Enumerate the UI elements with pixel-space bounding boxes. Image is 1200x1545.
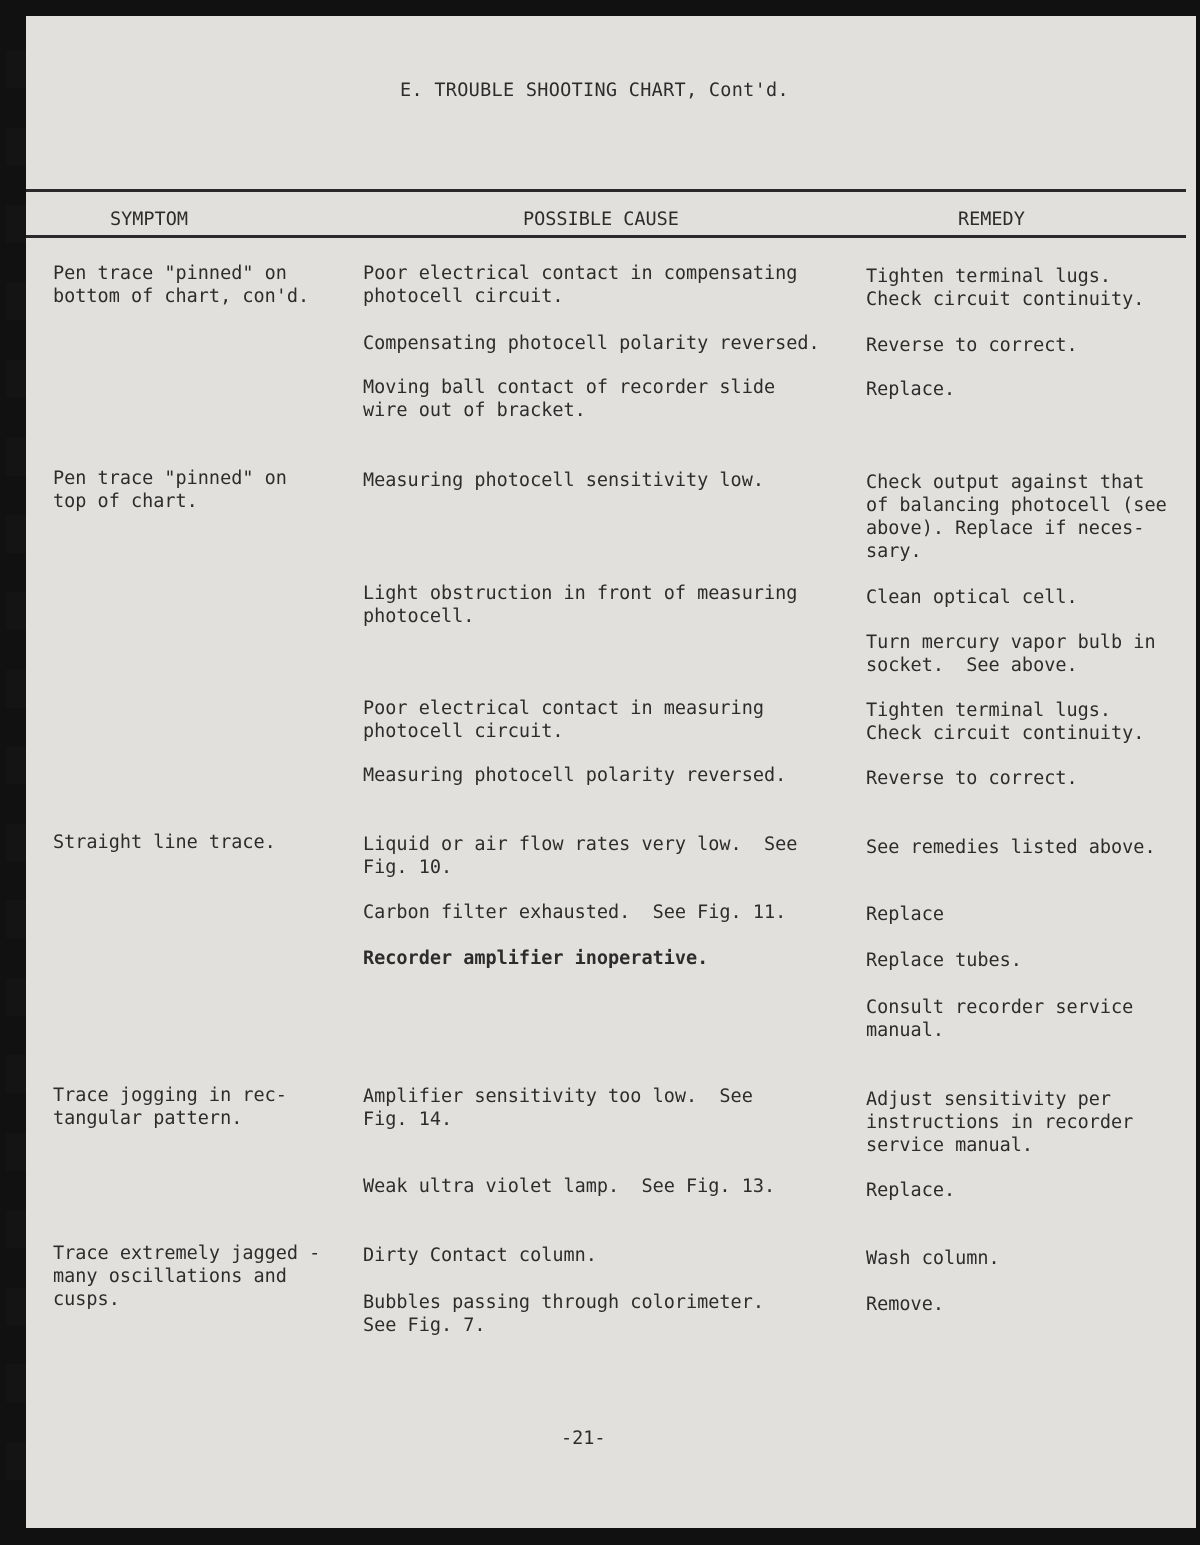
cause-text: Bubbles passing through colorimeter. See Fig. 7. bbox=[363, 1292, 764, 1336]
page-number: -21- bbox=[561, 1428, 606, 1449]
remedy-text: Clean optical cell. bbox=[866, 587, 1078, 608]
remedy-text: Consult recorder service manual. bbox=[866, 997, 1134, 1041]
remedy-text: Check output against that of balancing photocell (see above). Replace if neces- sary. bbox=[866, 472, 1167, 562]
remedy-text: Reverse to correct. bbox=[866, 768, 1078, 789]
cause-text: Poor electrical contact in compensating photocell circuit. bbox=[363, 263, 798, 307]
remedy-text: Wash column. bbox=[866, 1248, 1000, 1269]
remedy-text: Replace. bbox=[866, 379, 956, 400]
remedy-text: Remove. bbox=[866, 1294, 944, 1315]
cause-text: Weak ultra violet lamp. See Fig. 13. bbox=[363, 1176, 776, 1197]
symptom-text: Pen trace "pinned" on top of chart. bbox=[53, 468, 287, 512]
remedy-text: Replace tubes. bbox=[866, 950, 1022, 971]
header-top-rule bbox=[26, 189, 1186, 192]
remedy-text: Adjust sensitivity per instructions in recorder service manual. bbox=[866, 1089, 1134, 1156]
cause-text: Liquid or air flow rates very low. See Fig. 10. bbox=[363, 834, 798, 878]
symptom-text: Pen trace "pinned" on bottom of chart, con'd. bbox=[53, 263, 310, 307]
cause-text: Compensating photocell polarity reversed. bbox=[363, 333, 820, 354]
column-header-symptom: SYMPTOM bbox=[110, 209, 188, 230]
cause-text: Moving ball contact of recorder slide wire out of bracket. bbox=[363, 377, 776, 421]
cause-text: Poor electrical contact in measuring photocell circuit. bbox=[363, 698, 764, 742]
spiral-binding bbox=[0, 0, 26, 1545]
symptom-text: Trace jogging in rec- tangular pattern. bbox=[53, 1085, 287, 1129]
symptom-text: Trace extremely jagged - many oscillations and cusps. bbox=[53, 1243, 321, 1310]
remedy-text: Replace. bbox=[866, 1180, 956, 1201]
remedy-text: Turn mercury vapor bulb in socket. See above. bbox=[866, 632, 1156, 676]
cause-text: Carbon filter exhausted. See Fig. 11. bbox=[363, 902, 787, 923]
column-header-remedy: REMEDY bbox=[958, 209, 1025, 230]
cause-text: Light obstruction in front of measuring photocell. bbox=[363, 583, 798, 627]
remedy-text: Tighten terminal lugs. Check circuit continuity. bbox=[866, 700, 1145, 744]
cause-text: Recorder amplifier inoperative. bbox=[363, 948, 709, 969]
remedy-text: Tighten terminal lugs. Check circuit continuity. bbox=[866, 266, 1145, 310]
cause-text: Amplifier sensitivity too low. See Fig. 14. bbox=[363, 1086, 753, 1130]
page-title: E. TROUBLE SHOOTING CHART, Cont'd. bbox=[400, 80, 789, 101]
remedy-text: See remedies listed above. bbox=[866, 837, 1156, 858]
cause-text: Measuring photocell polarity reversed. bbox=[363, 765, 787, 786]
cause-text: Measuring photocell sensitivity low. bbox=[363, 470, 764, 491]
cause-text: Dirty Contact column. bbox=[363, 1245, 597, 1266]
remedy-text: Reverse to correct. bbox=[866, 335, 1078, 356]
symptom-text: Straight line trace. bbox=[53, 832, 276, 853]
column-header-cause: POSSIBLE CAUSE bbox=[523, 209, 679, 230]
header-bottom-rule bbox=[26, 235, 1186, 238]
remedy-text: Replace bbox=[866, 904, 944, 925]
document-page bbox=[26, 16, 1196, 1528]
